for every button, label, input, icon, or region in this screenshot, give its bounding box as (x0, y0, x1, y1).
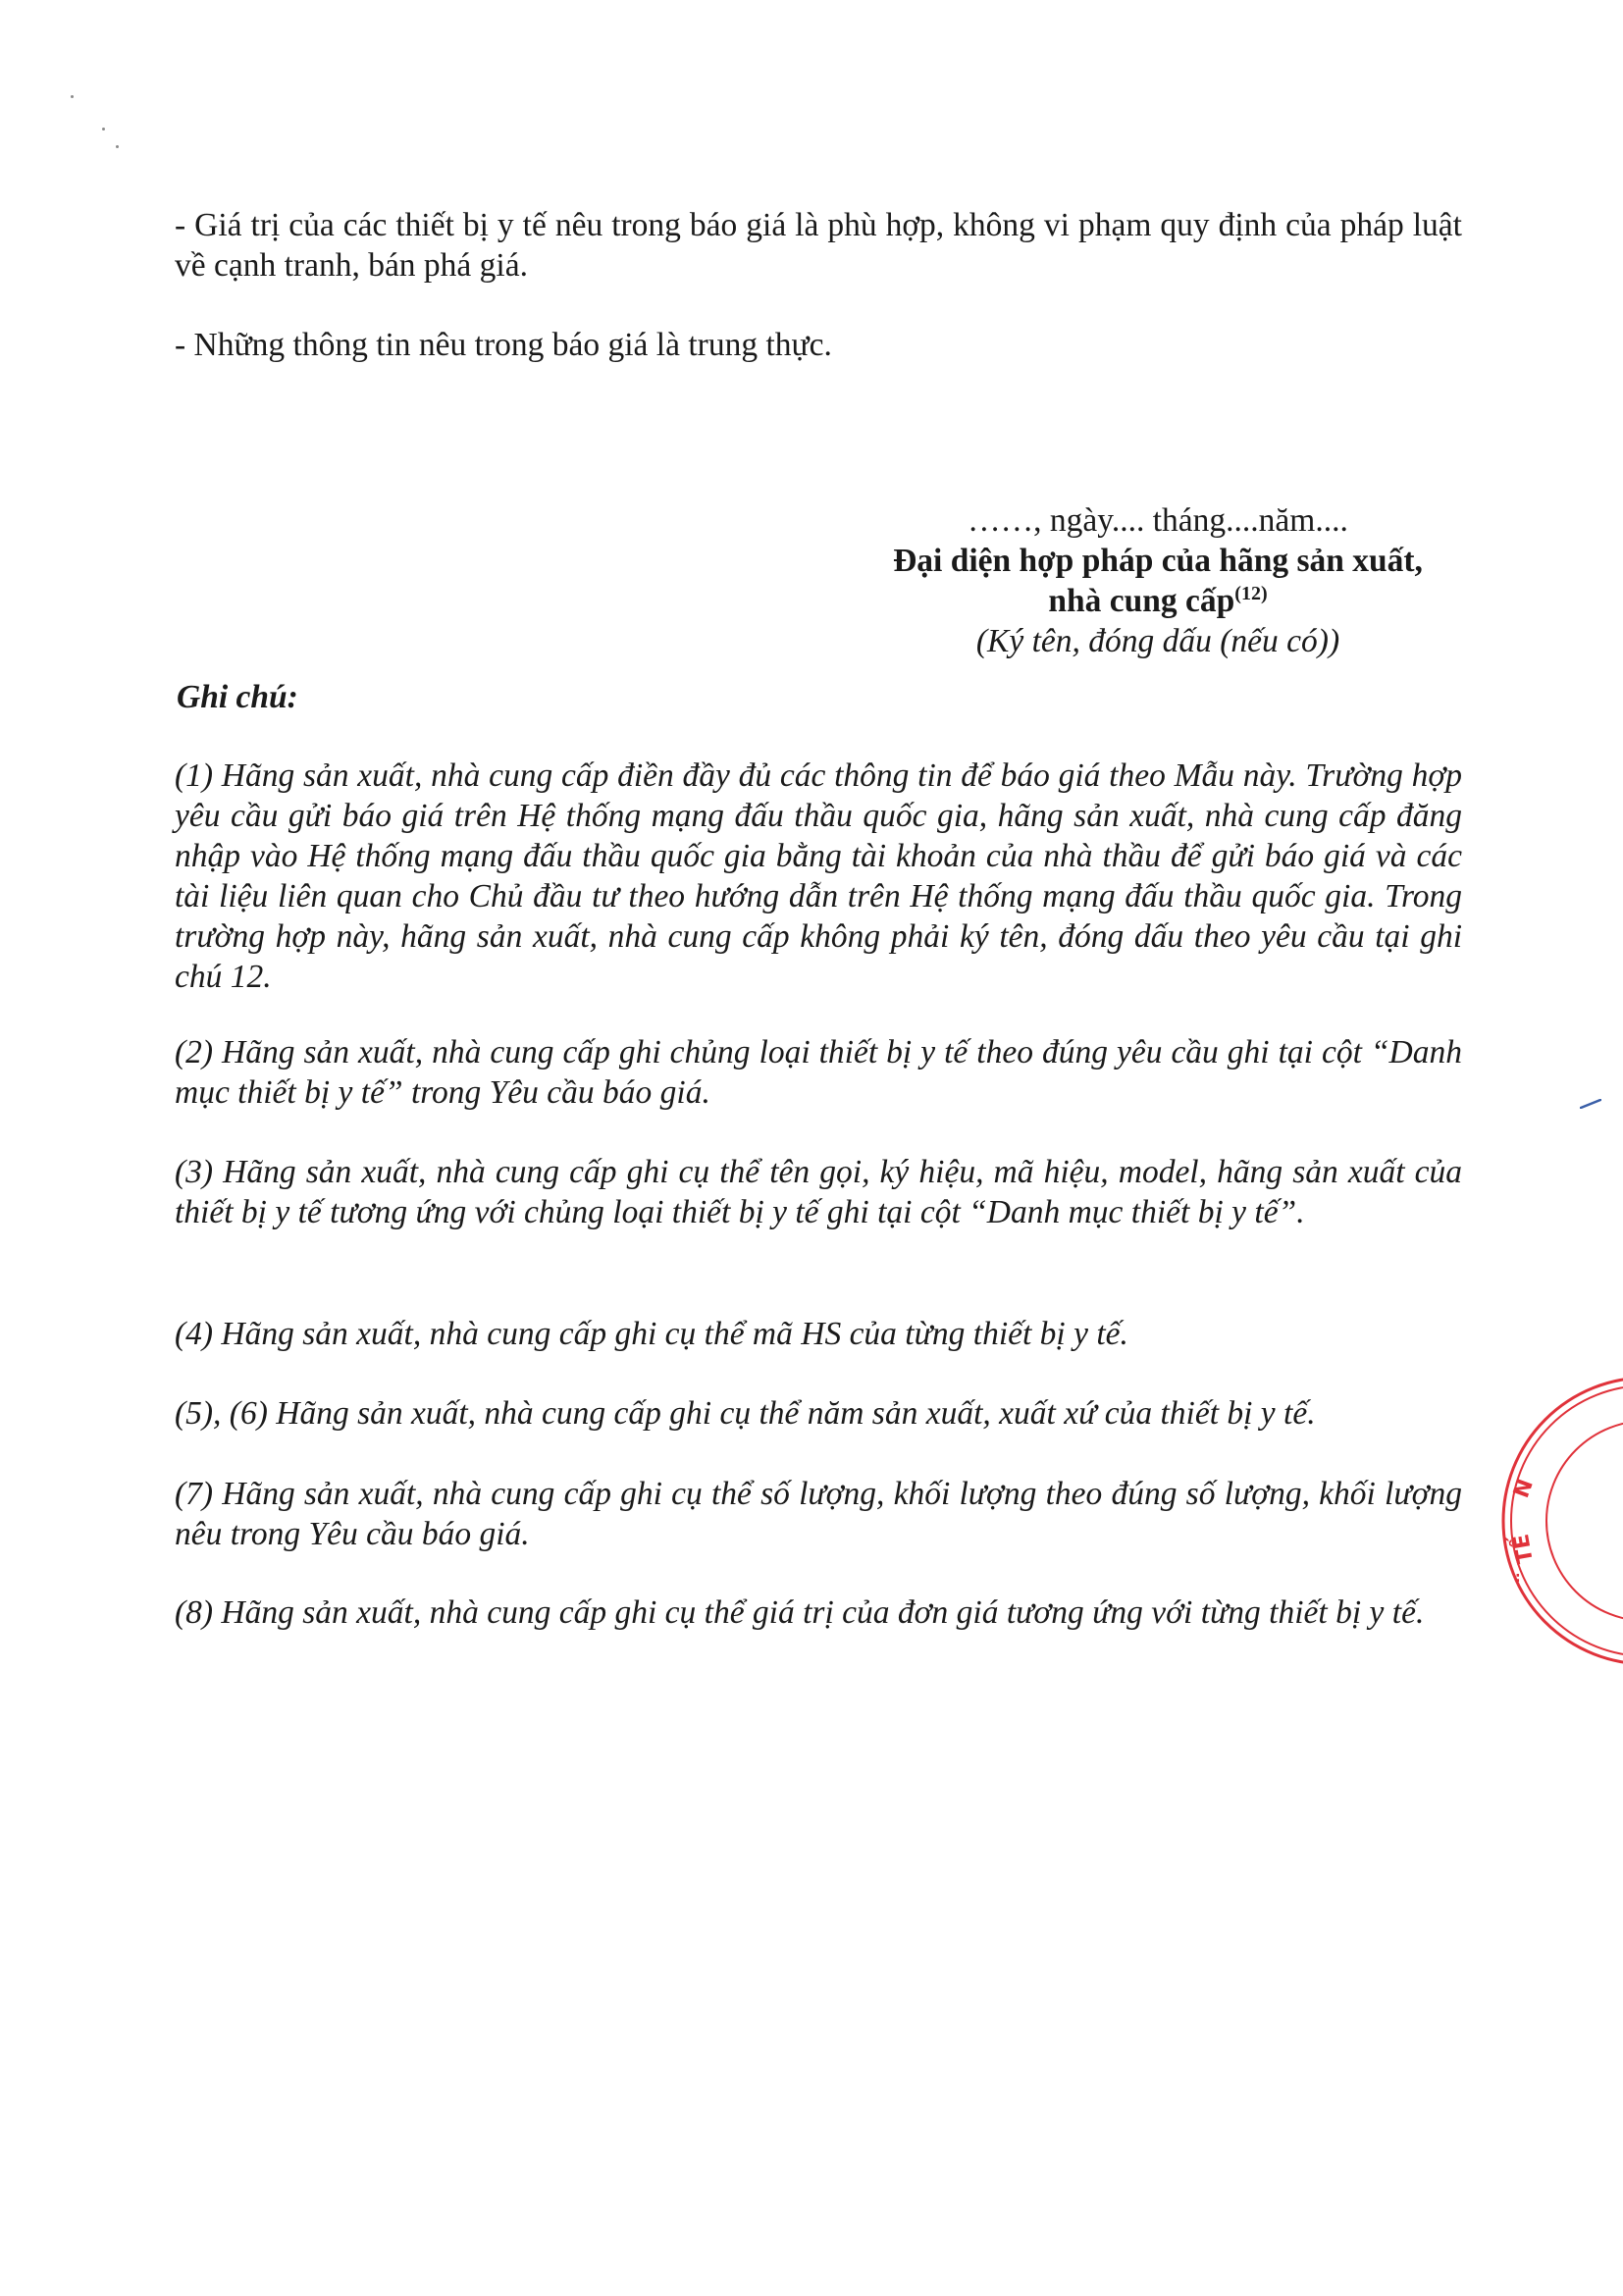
note-item: (3) Hãng sản xuất, nhà cung cấp ghi cụ thể tên gọi, ký hiệu, mã hiệu, model, hãng sản xuất của thiết bị y tế tương ứng với chủng loại thiết bị y tế ghi tại cột “Danh mục thiết bị y tế”. (175, 1154, 1462, 1230)
declaration-price-compliance: - Giá trị của các thiết bị y tế nêu trong báo giá là phù hợp, không vi phạm quy định của pháp luật về cạnh tranh, bán phá giá. (175, 207, 1462, 284)
scan-speck (71, 95, 74, 98)
scan-speck (116, 145, 119, 148)
footnote-ref-12: (12) (1234, 582, 1268, 604)
company-seal-stamp (1472, 1374, 1623, 1668)
note-item: (5), (6) Hãng sản xuất, nhà cung cấp ghi cụ thể năm sản xuất, xuất xứ của thiết bị y tế. (175, 1395, 1316, 1432)
note-item: (1) Hãng sản xuất, nhà cung cấp điền đầy đủ các thông tin để báo giá theo Mẫu này. Trường hợp yêu cầu gửi báo giá trên Hệ thống mạng đấu thầu quốc gia, hãng sản xuất, nhà cung cấp đăng nhập vào Hệ thống mạng đấu thầu quốc gia bằng tài khoản của nhà thầu để gửi báo giá và các tài liệu liên quan cho Chủ đầu tư theo hướng dẫn trên Hệ thống mạng đấu thầu quốc gia. Trong trường hợp này, hãng sản xuất, nhà cung cấp không phải ký tên, đóng dấu theo yêu cầu tại ghi chú 12. (175, 757, 1462, 995)
declaration-truthful-info: - Những thông tin nêu trong báo giá là trung thực. (175, 327, 832, 363)
date-line: ……, ngày.... tháng....năm.... (968, 502, 1348, 539)
note-item: (7) Hãng sản xuất, nhà cung cấp ghi cụ thể số lượng, khối lượng theo đúng số lượng, khối lượng nêu trong Yêu cầu báo giá. (175, 1476, 1462, 1552)
notes-heading: Ghi chú: (177, 679, 298, 715)
signature-block (814, 500, 1501, 661)
svg-text::: : (1515, 1570, 1521, 1586)
signer-title-text: nhà cung cấp (1048, 583, 1235, 619)
pen-mark (1580, 1099, 1601, 1109)
signer-title-line2 (814, 581, 1501, 621)
note-item: (8) Hãng sản xuất, nhà cung cấp ghi cụ thể giá trị của đơn giá tương ứng với từng thiết bị y tế. (175, 1594, 1425, 1631)
note-item: (4) Hãng sản xuất, nhà cung cấp ghi cụ thể mã HS của từng thiết bị y tế. (175, 1316, 1128, 1352)
scan-speck (102, 128, 105, 130)
svg-text:TẾ: TẾ (1509, 1532, 1539, 1566)
svg-text:N: N (1509, 1476, 1539, 1502)
signer-title-line1: Đại diện hợp pháp của hãng sản xuất, (893, 543, 1423, 579)
sign-instruction: (Ký tên, đóng dấu (nếu có)) (975, 623, 1340, 659)
note-item: (2) Hãng sản xuất, nhà cung cấp ghi chủng loại thiết bị y tế theo đúng yêu cầu ghi tại cột “Danh mục thiết bị y tế” trong Yêu cầu báo giá. (175, 1034, 1462, 1111)
